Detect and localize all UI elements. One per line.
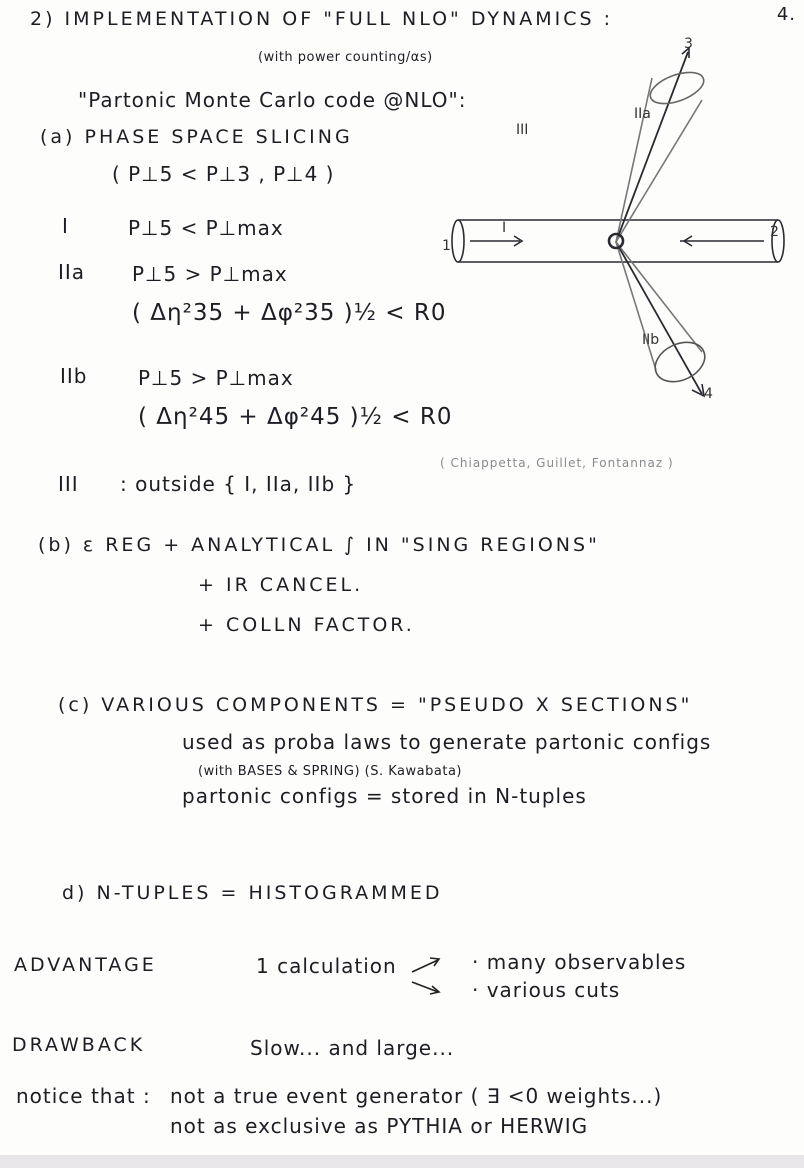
branching-arrows-icon [408, 952, 444, 998]
parton-4-line [616, 242, 702, 394]
diagram-region-III: III [516, 122, 529, 138]
advantage-item1: · many observables [472, 950, 687, 974]
drawback-label: DRAWBACK [12, 1034, 146, 1056]
notice-label: notice that : [16, 1084, 151, 1108]
page-title: 2) IMPLEMENTATION OF "FULL NLO" DYNAMICS : [30, 8, 614, 30]
slicing-condition: ( P⊥5 < P⊥3 , P⊥4 ) [112, 162, 335, 186]
title-note: (with power counting/αs) [258, 50, 433, 65]
cone-IIa-rim [646, 66, 708, 110]
section-c-heading: (c) VARIOUS COMPONENTS = "PSEUDO X SECTIONS" [58, 694, 693, 716]
page-number: 4. [776, 4, 796, 25]
section-c-line3: partonic configs = stored in N-tuples [182, 784, 587, 808]
advantage-text: 1 calculation [256, 954, 397, 978]
slicing-diagram-svg [430, 30, 804, 450]
diagram-region-IIb: IIb [642, 332, 660, 348]
advantage-label: ADVANTAGE [14, 954, 157, 976]
reference-note: ( Chiappetta, Guillet, Fontannaz ) [440, 456, 674, 470]
region-IIb-label: IIb [60, 364, 88, 388]
section-a-heading: (a) PHASE SPACE SLICING [40, 126, 353, 148]
region-III-label: III [58, 472, 79, 496]
section-c-line2: (with BASES & SPRING) (S. Kawabata) [198, 764, 462, 779]
beam-pipe-left-end [452, 220, 464, 262]
section-b-line1: (b) ε REG + ANALYTICAL ∫ IN "SING REGIONS" [38, 534, 600, 556]
section-b-line3: + COLLN FACTOR. [198, 614, 415, 636]
page-bottom-edge [0, 1155, 804, 1168]
region-IIa-label: IIa [58, 260, 86, 284]
region-I-label: I [62, 214, 69, 238]
region-III-condition: : outside { I, IIa, IIb } [120, 472, 357, 496]
diagram-region-IIa: IIa [634, 106, 651, 122]
advantage-item2: · various cuts [472, 978, 621, 1002]
subtitle: "Partonic Monte Carlo code @NLO": [78, 88, 467, 112]
diagram-parton-1: 1 [442, 238, 451, 254]
notice-line1: not a true event generator ( ∃ <0 weights...) [170, 1084, 663, 1108]
diagram-parton-3: 3 [684, 36, 693, 52]
phase-space-diagram [430, 30, 804, 450]
region-IIa-condition: P⊥5 > P⊥max [132, 262, 288, 286]
diagram-parton-2: 2 [770, 224, 779, 240]
drawback-text: Slow... and large... [250, 1036, 455, 1060]
diagram-region-I: I [502, 220, 507, 236]
section-b-line2: + IR CANCEL. [198, 574, 364, 596]
section-c-line1: used as proba laws to generate partonic configs [182, 730, 712, 754]
notice-line2: not as exclusive as PYTHIA or HERWIG [170, 1114, 589, 1138]
region-IIb-constraint: ( Δη²45 + Δφ²45 )½ < R0 [138, 404, 453, 430]
region-IIb-condition: P⊥5 > P⊥max [138, 366, 294, 390]
section-d-heading: d) N-TUPLES = HISTOGRAMMED [62, 882, 443, 904]
diagram-parton-4: 4 [704, 386, 713, 402]
region-I-condition: P⊥5 < P⊥max [128, 216, 284, 240]
region-IIa-constraint: ( Δη²35 + Δφ²35 )½ < R0 [132, 300, 447, 326]
